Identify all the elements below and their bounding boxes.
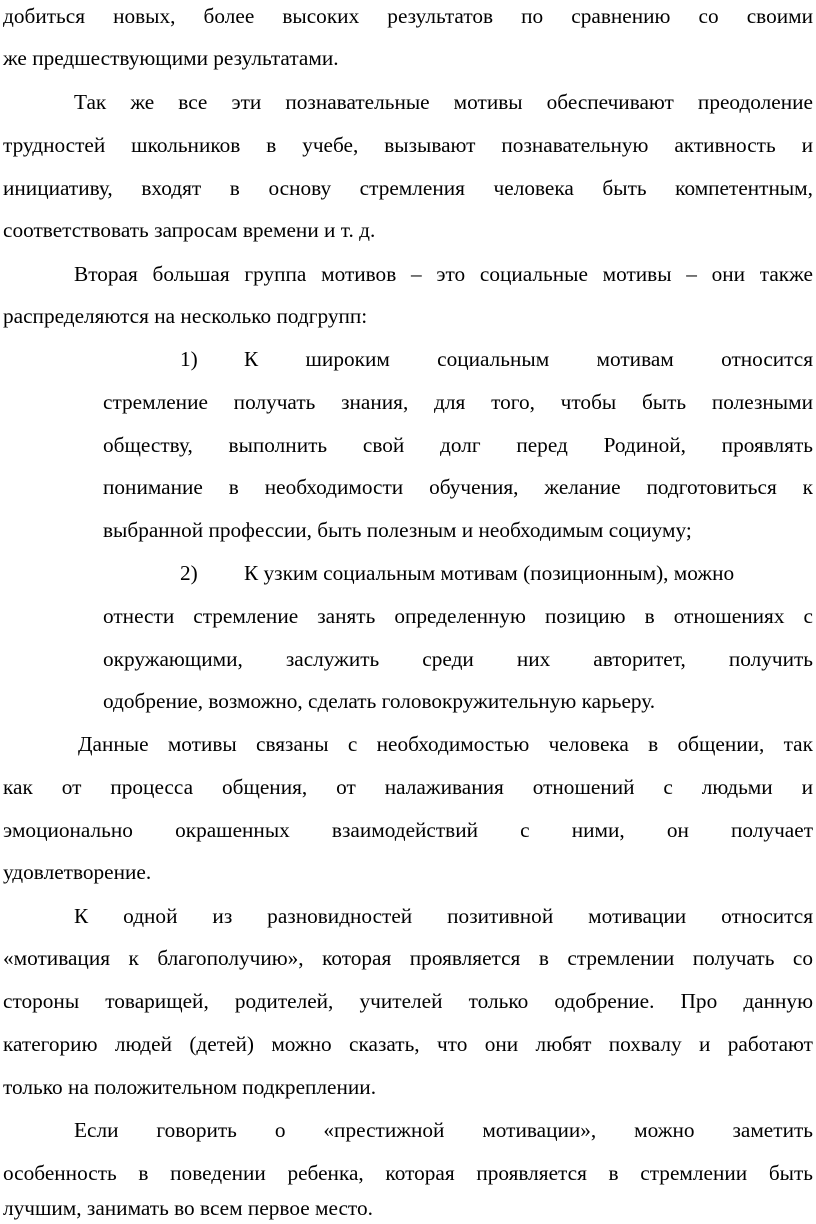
paragraph-first-line: Так же все эти познавательные мотивы обеспечивают преодоление [74,90,813,114]
text-line: удовлетворение. [3,860,152,884]
list-item-text: К узким социальным мотивам (позиционным), можно [244,561,735,585]
list-item-line: обществу, выполнить свой долг перед Родиной, проявлять [103,433,813,457]
paragraph-first-line: Вторая большая группа мотивов – это социальные мотивы – они также [74,262,813,286]
text-line: соответствовать запросам времени и т. д. [3,218,376,242]
list-item-line: понимание в необходимости обучения, желание подготовиться к [103,475,813,499]
list-item-line: выбранной профессии, быть полезным и необходимым социуму; [103,518,692,542]
text-line: лучшим, занимать во всем первое место. [3,1196,373,1220]
list-item-line: окружающими, заслужить среди них авторитет, получить [103,647,813,671]
text-line: «мотивация к благополучию», которая проявляется в стремлении получать со [3,946,813,970]
text-line: инициативу, входят в основу стремления человека быть компетентным, [3,176,813,200]
text-line: же предшествующими результатами. [3,46,339,70]
text-line: эмоционально окрашенных взаимодействий с ними, он получает [3,818,813,842]
paragraph-first-line: К одной из разновидностей позитивной мотивации относится [74,904,813,928]
text-line: как от процесса общения, от налаживания отношений с людьми и [3,775,813,799]
text-line: распределяются на несколько подгрупп: [3,304,368,328]
list-item-number: 2) [180,561,198,585]
text-line: стороны товарищей, родителей, учителей только одобрение. Про данную [3,989,813,1013]
text-line: особенность в поведении ребенка, которая проявляется в стремлении быть [3,1161,813,1185]
paragraph-first-line: Данные мотивы связаны с необходимостью человека в общении, так [78,732,813,756]
text-line: только на положительном подкреплении. [3,1075,377,1099]
list-item-1-first-line [180,346,813,372]
list-item-2-first-line [180,560,813,586]
text-line: трудностей школьников в учебе, вызывают познавательную активность и [3,133,813,157]
text-line: добиться новых, более высоких результатов по сравнению со своими [3,4,813,28]
list-item-text: К широким социальным мотивам относится [244,347,813,371]
list-item-number: 1) [180,347,198,371]
list-item-line: отнести стремление занять определенную позицию в отношениях с [103,604,813,628]
paragraph-first-line: Если говорить о «престижной мотивации», можно заметить [74,1118,813,1142]
list-item-line: стремление получать знания, для того, чтобы быть полезными [103,390,813,414]
text-line: категорию людей (детей) можно сказать, что они любят похвалу и работают [3,1032,813,1056]
list-item-line: одобрение, возможно, сделать головокружительную карьеру. [103,689,656,713]
